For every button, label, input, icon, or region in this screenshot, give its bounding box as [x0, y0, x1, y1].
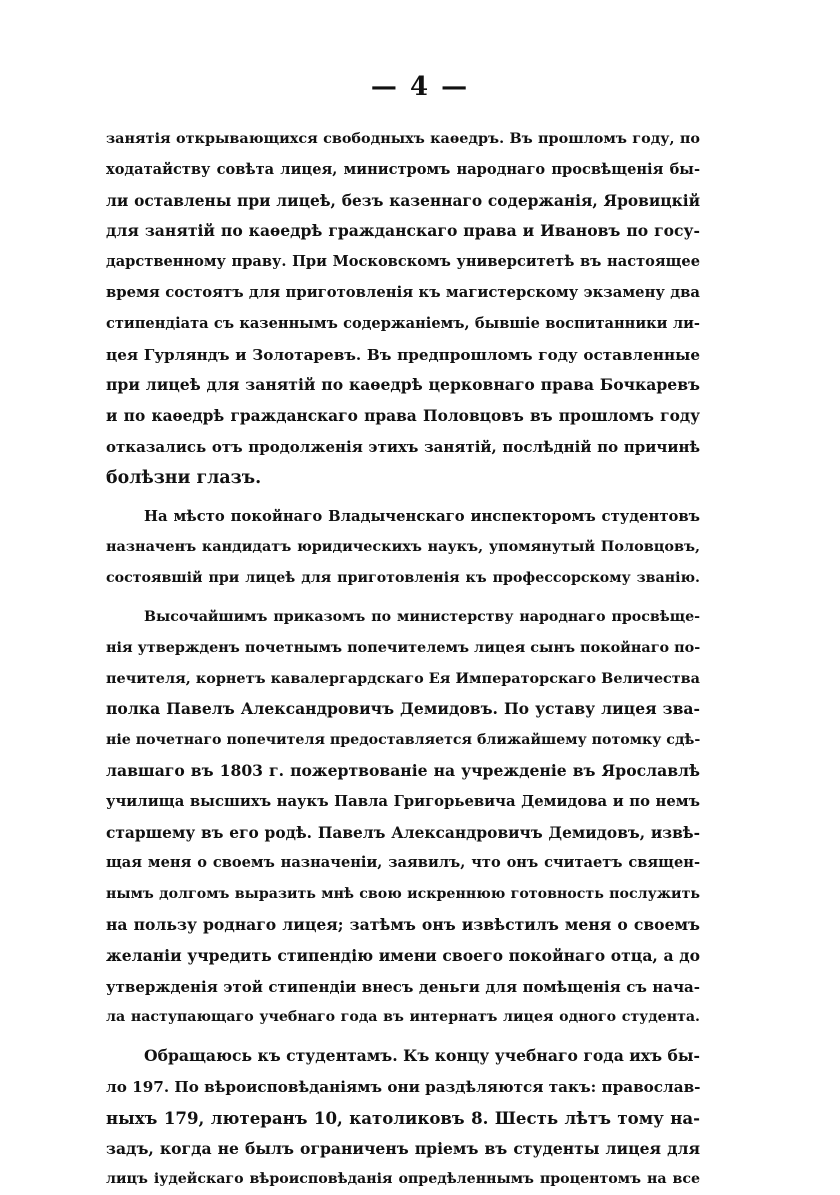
text-line: при лицеѣ для занятій по каѳедрѣ церковнаго права Бочкаревъ [106, 375, 700, 395]
text-line: задъ, когда не былъ ограниченъ пріемъ въ студенты лицея для [106, 1138, 700, 1158]
paragraph-4 [106, 1041, 700, 1195]
paragraph-gap [106, 594, 700, 602]
text-line: занятія открывающихся свободныхъ каѳедръ. Въ прошломъ году, по [106, 130, 700, 147]
paragraph-gap [106, 1033, 700, 1041]
text-line: состоявшій при лицеѣ для приготовленія къ профессорскому званію. [106, 570, 700, 587]
text-line: лицъ іудейскаго вѣроисповѣданія опредѣленнымъ процентомъ на все [106, 1171, 700, 1188]
text-line: щая меня о своемъ назначеніи, заявилъ, что онъ считаетъ священ- [106, 854, 700, 872]
text-line: отказались отъ продолженія этихъ занятій, послѣдній по причинѣ [106, 437, 700, 456]
text-line: ла наступающаго учебнаго года въ интернатъ лицея одного студента. [106, 1009, 700, 1026]
text-line: ло 197. По вѣроисповѣданіямъ они раздѣляются такъ: православ- [106, 1077, 700, 1096]
text-line: стипендіата съ казеннымъ содержаніемъ, бывшіе воспитанники ли- [106, 314, 700, 332]
text-line: печителя, корнетъ кавалергардскаго Ея Императорскаго Величества [106, 669, 700, 687]
text-line: Высочайшимъ приказомъ по министерству народнаго просвѣще- [144, 608, 700, 625]
text-line: желаніи учредить стипендію имени своего покойнаго отца, а до [106, 945, 700, 965]
text-line: Обращаюсь къ студентамъ. Къ концу учебнаго года ихъ бы- [144, 1046, 700, 1066]
text-line: полка Павелъ Александровичъ Демидовъ. По уставу лицея зва- [106, 699, 700, 719]
text-line: назначенъ кандидатъ юридическихъ наукъ, упомянутый Половцовъ, [106, 538, 700, 556]
paragraph-2 [106, 502, 700, 594]
text-line: дарственному праву. При Московскомъ университетѣ въ настоящее [106, 253, 700, 271]
text-line: нія утвержденъ почетнымъ попечителемъ лицея сынъ покойнаго по- [106, 638, 700, 656]
text-line: На мѣсто покойнаго Владыченскаго инспекторомъ студентовъ [144, 507, 700, 525]
text-line: время состоятъ для приготовленія къ магистерскому экзамену два [106, 283, 700, 301]
text-line: нымъ долгомъ выразить мнѣ свою искреннюю готовность послужить [106, 886, 700, 903]
text-line: болѣзни глазъ. [106, 467, 262, 488]
text-line: училища высшихъ наукъ Павла Григорьевича Демидова и по немъ [106, 792, 700, 810]
text-line: утвержденія этой стипендіи внесъ деньги для помѣщенія съ нача- [106, 977, 700, 996]
text-line: и по каѳедрѣ гражданскаго права Половцовъ въ прошломъ году [106, 407, 700, 426]
text-line: цея Гурляндъ и Золотаревъ. Въ предпрошломъ году оставленные [106, 345, 700, 364]
paragraph-gap [106, 494, 700, 502]
text-line: для занятій по каѳедрѣ гражданскаго права и Ивановъ по госу- [106, 221, 700, 241]
text-line: ныхъ 179, лютеранъ 10, католиковъ 8. Шесть лѣтъ тому на- [106, 1107, 700, 1128]
paragraph-3 [106, 602, 700, 1033]
page-number: — 4 — [370, 72, 470, 102]
document-body [106, 124, 700, 1195]
text-line: старшему въ его родѣ. Павелъ Александровичъ Демидовъ, извѣ- [106, 823, 700, 842]
text-line: ходатайству совѣта лицея, министромъ народнаго просвѣщенія бы- [106, 160, 700, 178]
paragraph-1 [106, 124, 700, 494]
text-line: ли оставлены при лицеѣ, безъ казеннаго содержанія, Яровицкій [106, 191, 700, 210]
text-line: лавшаго въ 1803 г. пожертвованіе на учрежденіе въ Ярославлѣ [106, 760, 700, 780]
text-line: на пользу роднаго лицея; затѣмъ онъ извѣстилъ меня о своемъ [106, 914, 700, 934]
text-line: ніе почетнаго попечителя предоставляется ближайшему потомку сдѣ- [106, 732, 700, 749]
